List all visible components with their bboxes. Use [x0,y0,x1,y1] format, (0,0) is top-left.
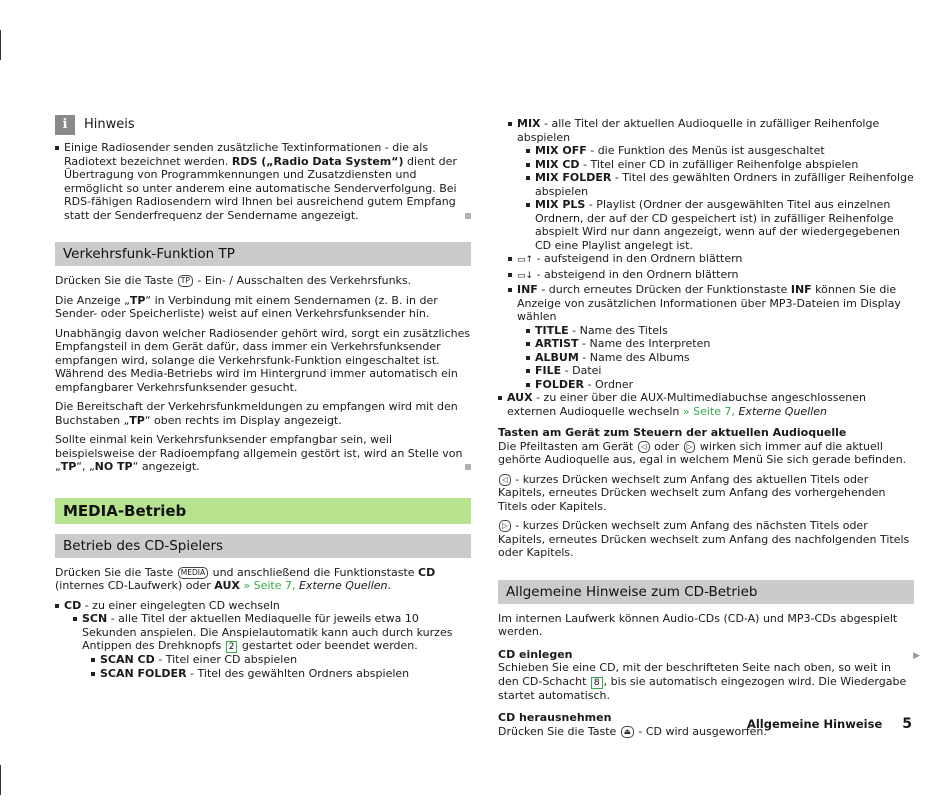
list-item-mix: MIX - alle Titel der aktuellen Audioquelle in zufälliger Reihenfolge abspielen MIX OFF - die Funktion des Menüs ist ausgeschaltet MIX CD - Titel einer CD in zufälliger Reihenfolge abspielen MIX FOLDER - Titel des gewählten Ordners in zufälliger Reihenfolge abspielen MIX PLS - Playlist (Ordner der ausgewählten Titel aus einzelnen Ordnern, der auf der CD gespeichert ist) in zufälliger Reihenfolge abspielt Wird nur dann angezeigt, wenn auf der wiedergegebenen CD eine Playlist angelegt ist. [508,117,914,252]
folder-down-icon: ▭↓ [517,270,534,281]
list-item-folder: FOLDER - Ordner [526,378,914,392]
link-page-7[interactable]: » Seite 7, [239,579,296,592]
list-item-folder-up: ▭↑ - aufsteigend in den Ordnern blättern [508,252,914,268]
list-item-file: FILE - Datei [526,364,914,378]
list-item-folder-down: ▭↓ - absteigend in den Ordnern blättern [508,268,914,284]
list-item-aux: AUX - zu einer über die AUX-Multimediabuchse angeschlossenen externen Audioquelle wechseln » Seite 7, Externe Quellen [498,391,914,418]
aux-list [498,391,914,418]
crop-mark-bottom [0,765,1,795]
cd-insert-paragraph: CD einlegen Schieben Sie eine CD, mit der beschrifteten Seite nach oben, so weit in den CD-Schacht 8 , bis sie automatisch eingezogen wird. Die Wiedergabe startet automatisch. [498,647,907,702]
list-item-cd: CD - zu einer eingelegten CD wechseln SCN - alle Titel der aktuellen Mediaquelle für jeweils etwa 10 Sekunden anspielen. Die Anspielautomatik kann auch durch kurzes Antippen des Drehknopfs 2 gestartet oder beendet werden. SCAN CD - Titel einer CD abspielen SCAN FOLDER - Titel des gewählten Ordners abspielen [55,599,471,681]
subheading-cd-player: Betrieb des CD-Spielers [55,534,471,558]
info-icon: i [55,115,75,135]
list-item-mix-pls: MIX PLS - Playlist (Ordner der ausgewählten Titel aus einzelnen Ordnern, der auf der CD gespeichert ist) in zufälliger Reihenfolge abspielt Wird nur dann angezeigt, wenn auf der wiedergegebenen CD eine Playlist angelegt ist. [526,198,914,252]
keys-heading: Tasten am Gerät zum Steuern der aktuellen Audioquelle [498,426,847,439]
footer-title: Allgemeine Hinweise [746,717,883,731]
section-heading-tp: Verkehrsfunk-Funktion TP [55,242,471,266]
section-heading-media: MEDIA-Betrieb [55,498,471,524]
list-item-mix-cd: MIX CD - Titel einer CD in zufälliger Reihenfolge abspielen [526,158,914,172]
list-item-title: TITLE - Name des Titels [526,324,914,338]
list-item-inf: INF - durch erneutes Drücken der Funktionstaste INF können Sie die Anzeige von zusätzlichen Informationen über MP3-Dateien im Display wählen TITLE - Name des Titels ARTIST - Name des Interpreten ALBUM - Name des Albums FILE - Datei FOLDER - Ordner [508,283,914,391]
tp-paragraph-4: Die Bereitschaft der Verkehrsfunkmeldungen zu empfangen wird mit den Buchstaben „TP“ oben rechts im Display angezeigt. [55,400,458,427]
right-column [498,117,914,744]
next-key-paragraph: ▷ - kurzes Drücken wechselt zum Anfang des nächsten Titels oder Kapitels, erneutes Drücken wechselt zum Anfang des nachfolgenden Titels oder Kapitels. [498,519,910,559]
cd-function-list [55,599,471,681]
hint-list [55,141,471,222]
list-item-scn: SCN - alle Titel der aktuellen Mediaquelle für jeweils etwa 10 Sekunden anspielen. Die Anspielautomatik kann auch durch kurzes Antippen des Drehknopfs 2 gestartet oder beendet werden. SCAN CD - Titel einer CD abspielen SCAN FOLDER - Titel des gewählten Ordners abspielen [73,612,471,680]
tp-paragraph-3: Unabhängig davon welcher Radiosender gehört wird, sorgt ein zusätzliches Empfangsteil in dem Gerät dafür, dass immer ein Verkehrsfunksender empfangen wird, solange die Verkehrsfunk-Funktion eingeschaltet ist. Während des Media-Betriebs wird im Hintergrund immer automatisch ein empfangbarer Verkehrsfunksender gesucht. [55,326,471,394]
cd-general-paragraph: Im internen Laufwerk können Audio-CDs (CD-A) und MP3-CDs abgespielt werden. [498,611,898,638]
prev-key-icon: ◁ [499,474,511,486]
prev-key-paragraph: ◁ - kurzes Drücken wechselt zum Anfang des aktuellen Titels oder Kapitels, erneutes Drücken wechselt zum Anfang des vorhergehenden Titels oder Kapitels. [498,472,886,513]
keys-paragraph: Tasten am Gerät zum Steuern der aktuellen Audioquelle Die Pfeiltasten am Gerät ◁ oder ▷ wirken sich immer auf die aktuell gehörte Audioquelle aus, egal in welchem Menü Sie sich gerade befinden. [498,426,907,466]
cd-insert-heading: CD einlegen [498,647,573,661]
page-footer [747,716,912,732]
prev-key-icon: ◁ [638,441,650,453]
tp-paragraph-2: Die Anzeige „TP“ in Verbindung mit einem Sendernamen (z. B. in der Sender- oder Speicherliste) weist auf einen Verkehrsfunksender hin. [55,293,438,320]
cd-eject-paragraph: CD herausnehmen Drücken Sie die Taste ⏏ - CD wird ausgeworfen. [498,711,767,738]
hint-header [55,115,471,135]
section-heading-cd-general: Allgemeine Hinweise zum CD-Betrieb [498,580,914,604]
knob-number-2: 2 [226,641,238,653]
continue-arrow-icon: ▶ [913,651,920,661]
list-item-mix-folder: MIX FOLDER - Titel des gewählten Ordners in zufälliger Reihenfolge abspielen [526,171,914,198]
list-item-album: ALBUM - Name des Albums [526,351,914,365]
media-paragraph-1: Drücken Sie die Taste MEDIA und anschließend die Funktionstaste CD (internes CD-Laufwerk) oder AUX » Seite 7, Externe Quellen. [55,565,436,592]
list-item-scan-folder: SCAN FOLDER - Titel des gewählten Ordners abspielen [91,667,471,681]
list-item-artist: ARTIST - Name des Interpreten [526,337,914,351]
link-page-7[interactable]: » Seite 7, [682,404,735,418]
next-key-icon: ▷ [499,520,511,532]
tp-key: TP [178,275,193,287]
tp-paragraph-1: Drücken Sie die Taste TP - Ein- / Ausschalten des Verkehrsfunks. [55,274,412,287]
slot-number-8: 8 [591,677,603,689]
folder-up-icon: ▭↑ [517,255,534,265]
page-number: 5 [902,716,912,732]
left-column [55,115,471,680]
tp-paragraph-5: Sollte einmal kein Verkehrsfunksender empfangbar sein, weil beispielsweise der Radioempfang allgemein gestört ist, wird an Stelle von „TP“, „NO TP“ angezeigt. [55,433,471,474]
next-key-icon: ▷ [684,441,696,453]
crop-mark-top [0,30,1,60]
eject-key-icon: ⏏ [621,726,634,738]
list-item-scan-cd: SCAN CD - Titel einer CD abspielen [91,653,471,667]
list-item-mix-off: MIX OFF - die Funktion des Menüs ist ausgeschaltet [526,144,914,158]
hint-title: Hinweis [84,117,135,133]
cd-eject-heading: CD herausnehmen [498,711,612,724]
media-key: MEDIA [178,567,208,579]
section-end-marker [465,213,471,219]
mix-list [508,117,914,391]
section-end-marker [465,464,471,470]
hint-text: Einige Radiosender senden zusätzliche Textinformationen - die als Radiotext bezeichnet werden. RDS („Radio Data System“) dient der Übertragung von Programmkennungen und Zusatzdiensten und ermöglicht so unter anderem eine automatische Senderverfolgung. Bei RDS-fähigen Radiosendern wird Ihnen bei ausreichend gutem Empfang statt der Senderfrequenz der Sendername angezeigt. [55,141,471,222]
